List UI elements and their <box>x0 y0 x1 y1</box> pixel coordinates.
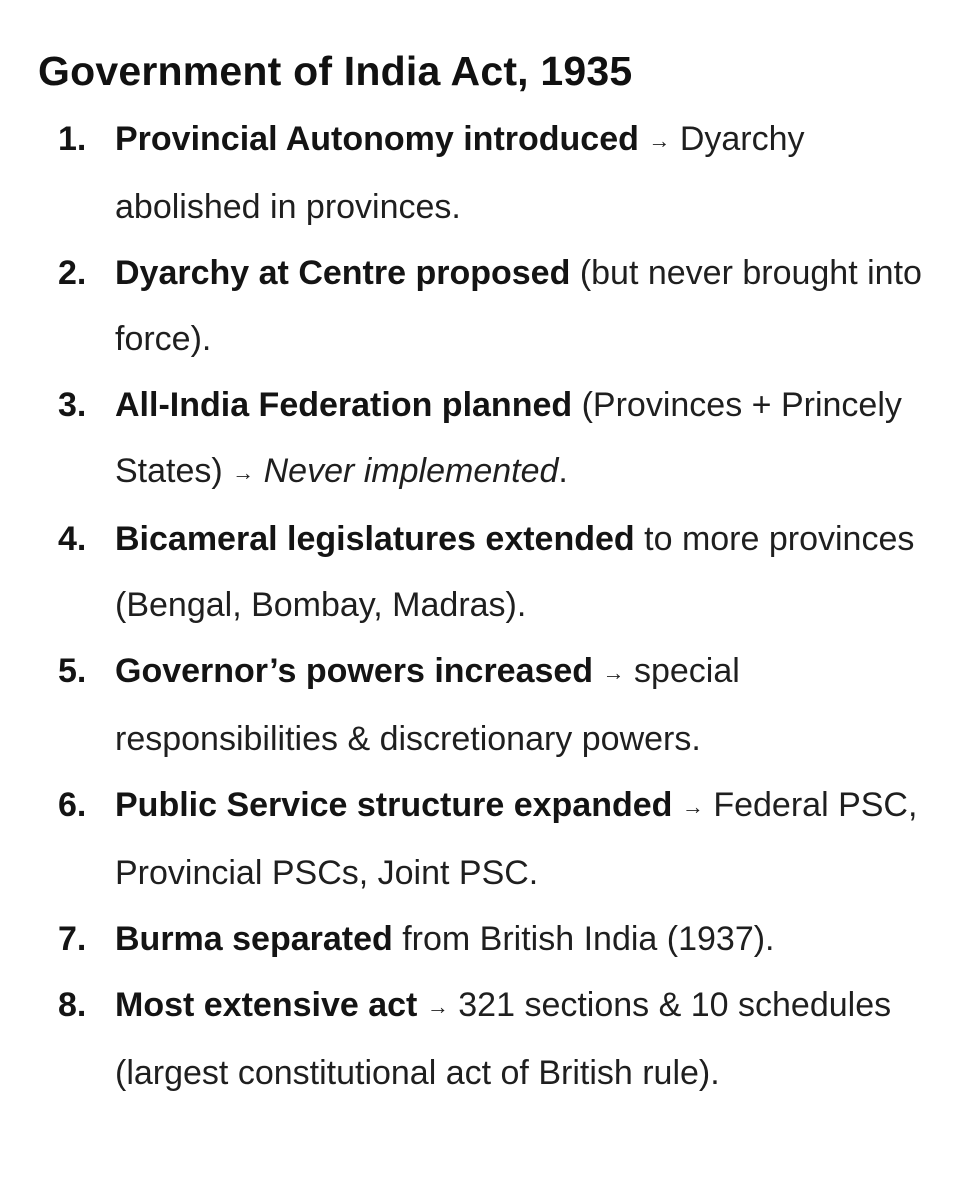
item-text: from British India (1937). <box>402 920 775 958</box>
item-text: 321 sections & 10 schedules (largest constitutional act of British rule). <box>115 986 892 1092</box>
item-text: (Provinces + Princely States) <box>115 386 902 490</box>
page-title: Government of India Act, 1935 <box>38 48 633 94</box>
item-heading: Dyarchy at Centre proposed <box>115 254 571 292</box>
item-heading: All-India Federation planned <box>115 386 573 424</box>
act-features-list <box>38 106 945 1106</box>
item-heading: Burma separated <box>115 920 393 958</box>
item-heading: Most extensive act <box>115 986 418 1024</box>
item-text: special responsibilities & discretionary powers. <box>115 652 740 758</box>
item-heading: Governor’s powers increased <box>115 652 594 690</box>
item-number: 6. <box>58 786 87 824</box>
item-period: . <box>558 452 568 490</box>
list-item <box>38 106 945 240</box>
arrow-icon: → <box>648 128 671 153</box>
item-number: 3. <box>58 386 87 424</box>
item-number: 5. <box>58 652 87 690</box>
item-number: 8. <box>58 986 87 1024</box>
arrow-icon: → <box>602 660 625 685</box>
arrow-icon: → <box>681 794 704 819</box>
item-heading: Provincial Autonomy introduced <box>115 120 639 158</box>
list-item <box>38 772 945 906</box>
list-item <box>38 638 945 772</box>
item-number: 1. <box>58 120 87 158</box>
list-item <box>38 906 945 972</box>
item-text: (but never brought into force). <box>115 254 922 358</box>
item-number: 4. <box>58 520 87 558</box>
item-emphasis: Never implemented <box>263 452 559 490</box>
item-text: to more provinces (Bengal, Bombay, Madras). <box>115 520 915 624</box>
list-item <box>38 972 945 1106</box>
item-number: 7. <box>58 920 87 958</box>
item-text: Dyarchy abolished in provinces. <box>115 120 805 226</box>
item-number: 2. <box>58 254 87 292</box>
list-item <box>38 372 945 506</box>
list-item <box>38 240 945 372</box>
list-item <box>38 506 945 638</box>
item-heading: Bicameral legislatures extended <box>115 520 635 558</box>
arrow-icon: → <box>426 994 449 1019</box>
arrow-icon: → <box>232 460 255 485</box>
item-text: Federal PSC, Provincial PSCs, Joint PSC. <box>115 786 918 892</box>
item-heading: Public Service structure expanded <box>115 786 673 824</box>
